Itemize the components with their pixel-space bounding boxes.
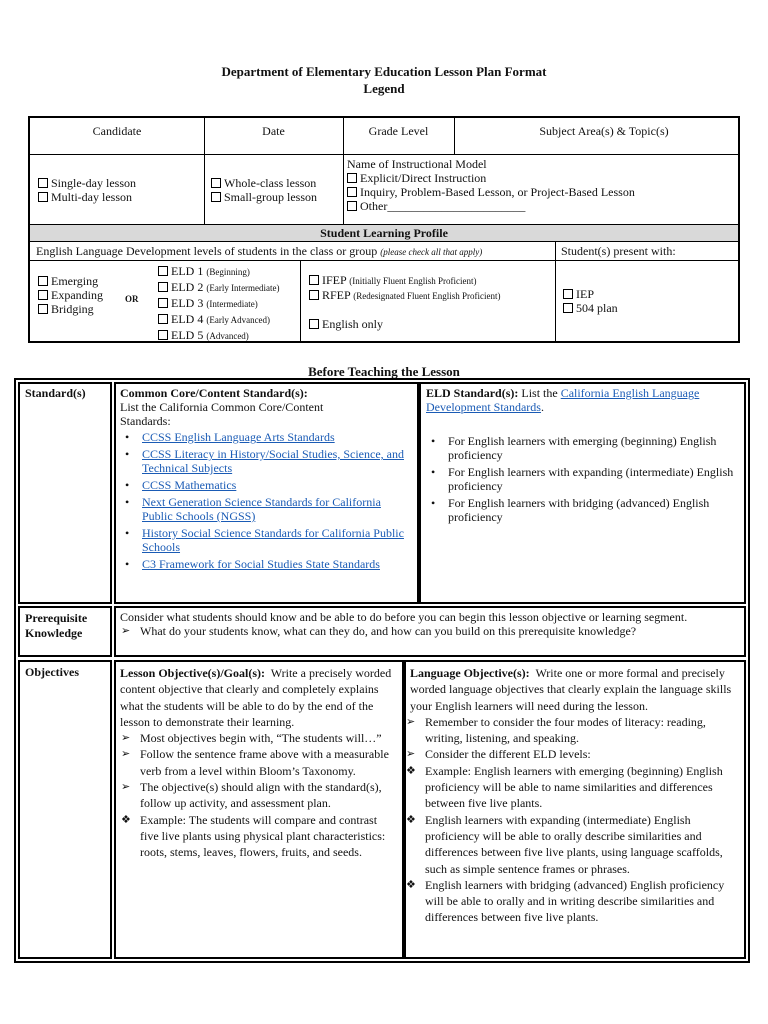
or-label: OR xyxy=(125,294,139,304)
language-objectives xyxy=(410,665,740,926)
expanding-option[interactable]: Expanding xyxy=(38,288,103,302)
ifep-option[interactable]: IFEP (Initially Fluent English Proficient) xyxy=(309,273,500,288)
student-learning-profile-title: Student Learning Profile xyxy=(30,225,738,241)
eld-item-list xyxy=(426,434,748,524)
prerequisite-label: Prerequisite Knowledge xyxy=(25,611,88,640)
checkbox-icon[interactable] xyxy=(309,319,319,329)
model-inquiry-option[interactable]: Inquiry, Problem-Based Lesson, or Project-Based Lesson xyxy=(347,185,635,199)
eld-heading: ELD Standard(s): List the California English Language Development Standards. xyxy=(426,386,700,414)
bridging-option[interactable]: Bridging xyxy=(38,302,103,316)
checkbox-icon[interactable] xyxy=(211,178,221,188)
emerging-option[interactable]: Emerging xyxy=(38,274,103,288)
lesson-objective-list xyxy=(120,730,398,860)
eld-item-emerging: • For English learners with emerging (beginning) English proficiency xyxy=(448,434,748,462)
ccss-ela-link[interactable]: • CCSS English Language Arts Standards xyxy=(142,430,412,444)
history-social-science-link[interactable]: • History Social Science Standards for California Public Schools xyxy=(142,526,412,554)
language-item: ❖ English learners with bridging (advanced) English proficiency will be able to orally and in writing describe similarities and differences between five live plants. xyxy=(425,877,740,926)
multi-day-option[interactable]: Multi-day lesson xyxy=(38,190,136,204)
common-core-standards xyxy=(120,386,412,571)
section-title: Before Teaching the Lesson xyxy=(308,364,460,379)
present-with-label: Student(s) present with: xyxy=(561,244,676,258)
checkbox-icon[interactable] xyxy=(563,289,573,299)
lesson-item: ➢ The objective(s) should align with the standard(s), follow up activity, and assessment plan. xyxy=(140,779,398,812)
checkbox-icon[interactable] xyxy=(38,276,48,286)
eld-3-option[interactable]: ELD 3 (Intermediate) xyxy=(158,296,280,312)
504-plan-option[interactable]: 504 plan xyxy=(563,301,618,315)
cc-link-list xyxy=(120,430,412,571)
eld-standards xyxy=(426,386,740,524)
checkbox-icon[interactable] xyxy=(158,266,168,276)
lesson-objective-intro: Lesson Objective(s)/Goal(s): Write a precisely worded content objective that clearly and completely explains what the students will be able to do by the end of the lesson to demonstrate their learning. xyxy=(120,666,392,729)
document-subtitle: Legend xyxy=(363,81,405,96)
ccss-literacy-link[interactable]: • CCSS Literacy in History/Social Studies, Science, and Technical Subjects xyxy=(142,447,412,475)
checkbox-icon[interactable] xyxy=(309,290,319,300)
grouping-options xyxy=(211,176,317,204)
language-item: ➢ Consider the different ELD levels: xyxy=(425,746,740,762)
checkbox-icon[interactable] xyxy=(38,290,48,300)
language-item: ❖ English learners with expanding (intermediate) English proficiency will be able to orally describe similarities and differences between five live plants, using language scaffolds, such as simple sentence frames or phrases. xyxy=(425,812,740,877)
eld-prompt: English Language Development levels of students in the class or group (please check all that apply) xyxy=(36,244,483,258)
objectives-label: Objectives xyxy=(25,665,79,679)
lesson-objectives xyxy=(120,665,398,861)
proficiency-levels xyxy=(38,274,103,316)
ngss-link[interactable]: • Next Generation Science Standards for California Public Schools (NGSS) xyxy=(142,495,412,523)
ccss-math-link[interactable]: • CCSS Mathematics xyxy=(142,478,412,492)
header-subject-area: Subject Area(s) & Topic(s) xyxy=(539,124,669,138)
prerequisite-bullet: ➢ What do your students know, what can they do, and how can you build on this prerequisite knowledge? xyxy=(140,624,740,638)
eld-item-expanding: • For English learners with expanding (intermediate) English proficiency xyxy=(448,465,748,493)
cc-intro: List the California Common Core/Content Standards: xyxy=(120,400,324,428)
model-other-option[interactable]: Other_______________________ xyxy=(347,199,635,213)
language-objective-intro: Language Objective(s): Write one or more formal and precisely worded language objectives that clearly explain the language skills your English learners will need during the lesson. xyxy=(410,666,732,713)
eld-2-option[interactable]: ELD 2 (Early Intermediate) xyxy=(158,280,280,296)
checkbox-icon[interactable] xyxy=(158,298,168,308)
fluency-options xyxy=(309,273,500,303)
checkbox-icon[interactable] xyxy=(38,304,48,314)
lesson-info-table xyxy=(28,116,740,343)
checkbox-icon[interactable] xyxy=(158,330,168,340)
model-explicit-option[interactable]: Explicit/Direct Instruction xyxy=(347,171,635,185)
language-item: ❖ Example: English learners with emerging (beginning) English proficiency will be able to name similarities and differences between five live plants. xyxy=(425,763,740,812)
checkbox-icon[interactable] xyxy=(347,187,357,197)
document-title: Department of Elementary Education Lesson Plan Format xyxy=(221,64,547,79)
eld-4-option[interactable]: ELD 4 (Early Advanced) xyxy=(158,312,280,328)
lesson-item: ❖ Example: The students will compare and contrast five live plants using physical plant characteristics: roots, stems, leaves, flowers, fruits, and seeds. xyxy=(140,812,398,861)
checkbox-icon[interactable] xyxy=(158,282,168,292)
iep-option[interactable]: IEP xyxy=(563,287,618,301)
model-label: Name of Instructional Model xyxy=(347,157,487,171)
header-candidate: Candidate xyxy=(92,124,142,138)
checkbox-icon[interactable] xyxy=(211,192,221,202)
whole-class-option[interactable]: Whole-class lesson xyxy=(211,176,317,190)
prerequisite-text: Consider what students should know and be able to do before you can begin this lesson objective or learning segment. xyxy=(120,610,688,624)
language-item: ➢ Remember to consider the four modes of literacy: reading, writing, listening, and speaking. xyxy=(425,714,740,747)
checkbox-icon[interactable] xyxy=(309,275,319,285)
cc-title: Common Core/Content Standard(s): xyxy=(120,386,308,400)
checkbox-icon[interactable] xyxy=(347,201,357,211)
rfep-option[interactable]: RFEP (Redesignated Fluent English Proficient) xyxy=(309,288,500,303)
c3-framework-link[interactable]: • C3 Framework for Social Studies State Standards xyxy=(142,557,412,571)
lesson-item: ➢ Most objectives begin with, “The students will…” xyxy=(140,730,398,746)
checkbox-icon[interactable] xyxy=(347,173,357,183)
lesson-item: ➢ Follow the sentence frame above with a measurable verb from a level within Bloom’s Taxonomy. xyxy=(140,746,398,779)
checkbox-icon[interactable] xyxy=(38,192,48,202)
prerequisite-content xyxy=(120,610,740,638)
lesson-type-options xyxy=(38,176,136,204)
instructional-model xyxy=(347,157,635,213)
standards-label: Standard(s) xyxy=(25,386,86,400)
plan-options xyxy=(563,287,618,315)
eld-standards-link[interactable]: California English Language Development Standards xyxy=(426,386,700,414)
header-grade-level: Grade Level xyxy=(368,124,429,138)
eld-1-option[interactable]: ELD 1 (Beginning) xyxy=(158,264,280,280)
header-date: Date xyxy=(262,124,285,138)
eld-level-options xyxy=(158,264,280,344)
checkbox-icon[interactable] xyxy=(38,178,48,188)
checkbox-icon[interactable] xyxy=(158,314,168,324)
single-day-option[interactable]: Single-day lesson xyxy=(38,176,136,190)
eld-5-option[interactable]: ELD 5 (Advanced) xyxy=(158,328,280,344)
small-group-option[interactable]: Small-group lesson xyxy=(211,190,317,204)
language-objective-list xyxy=(410,714,740,926)
checkbox-icon[interactable] xyxy=(563,303,573,313)
eld-item-bridging: • For English learners with bridging (advanced) English proficiency xyxy=(448,496,748,524)
english-only-option[interactable]: English only xyxy=(309,317,383,331)
